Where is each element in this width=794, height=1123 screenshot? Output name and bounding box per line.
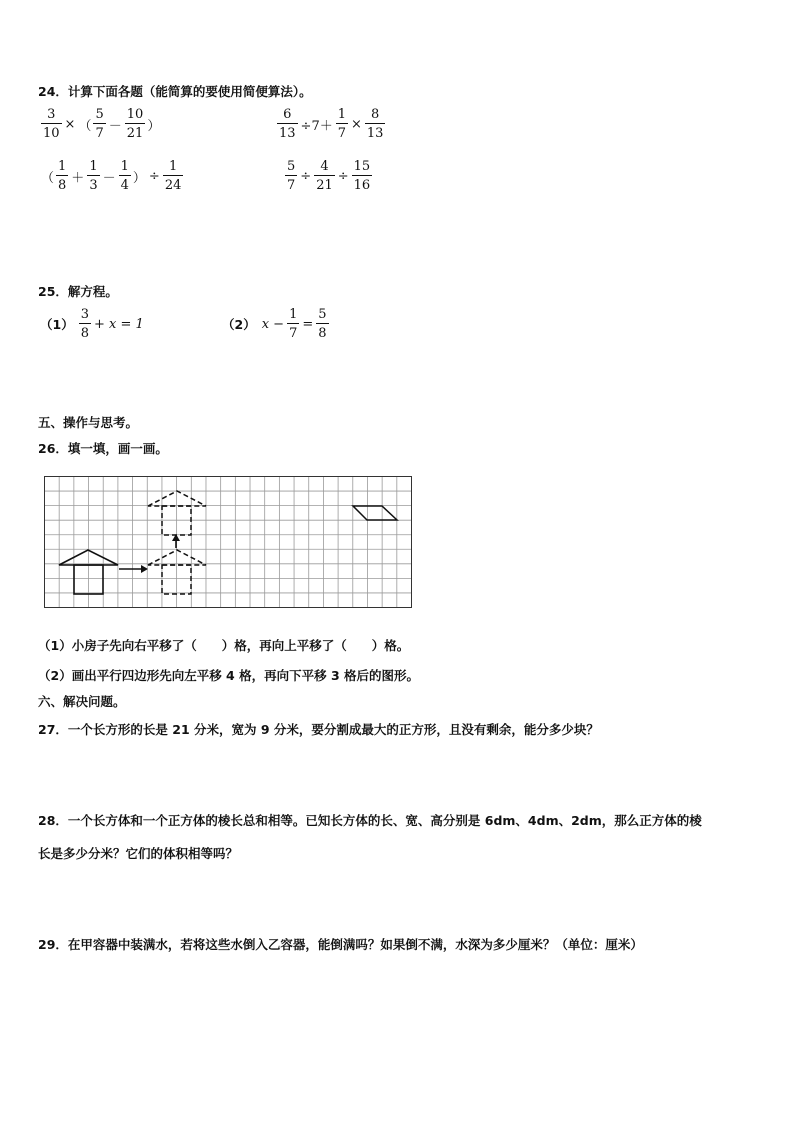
fraction: $\frac{1}{3}$ (89, 159, 98, 193)
q26-sub1: （1）小房子先向右平移了（ ）格，再向上平移了（ ）格。 (38, 638, 410, 653)
fraction: $\frac{15}{16}$ (353, 159, 371, 193)
fraction: $\frac{1}{24}$ (164, 159, 182, 193)
q24-expr3: （ $\frac{1}{8}$ ＋ $\frac{1}{3}$ － $\frac{1}{4}$ ） ÷ $\frac{1}{24}$ (41, 159, 182, 193)
fraction: $\frac{5}{7}$ (287, 159, 296, 193)
q25-eq1: （1） $\frac{3}{8}$ + x = 1 (40, 307, 144, 341)
arrow-right-icon (119, 565, 148, 573)
q28-line2: 长是多少分米？它们的体积相等吗？ (38, 846, 239, 861)
grid-figure (44, 476, 414, 610)
grid-border (45, 477, 412, 608)
q25-title: 25．解方程。 (38, 284, 118, 299)
fraction: $\frac{3}{10}$ (43, 107, 60, 141)
q26-title: 26．填一填，画一画。 (38, 441, 168, 456)
fraction: $\frac{5}{8}$ (318, 307, 327, 341)
grid-lines (45, 477, 412, 608)
section-5-heading: 五、操作与思考。 (38, 415, 139, 430)
section-6-heading: 六、解决问题。 (38, 694, 126, 709)
fraction: $\frac{8}{13}$ (366, 107, 384, 141)
fraction: $\frac{1}{8}$ (58, 159, 67, 193)
fraction: $\frac{5}{7}$ (95, 107, 104, 141)
fraction: $\frac{4}{21}$ (316, 159, 333, 193)
fraction: $\frac{1}{7}$ (289, 307, 298, 341)
q24-expr2: $\frac{6}{13}$ ÷7＋ $\frac{1}{7}$ × $\frac{8}{13}$ (279, 107, 384, 141)
fraction: $\frac{1}{4}$ (120, 159, 129, 193)
fraction: $\frac{10}{21}$ (126, 107, 144, 141)
parallelogram (353, 506, 397, 520)
fraction: $\frac{3}{8}$ (80, 307, 89, 341)
q29-text: 29．在甲容器中装满水，若将这些水倒入乙容器，能倒满吗？如果倒不满，水深为多少厘米？（单位：厘米） (38, 937, 643, 952)
q26-sub2: （2）画出平行四边形先向左平移 4 格，再向下平移 3 格后的图形。 (38, 668, 420, 683)
q25-eq2: （2） x − $\frac{1}{7}$ = $\frac{5}{8}$ (222, 307, 327, 341)
arrow-up-icon (172, 534, 180, 548)
q28-line1: 28．一个长方体和一个正方体的棱长总和相等。已知长方体的长、宽、高分别是 6dm、4dm、2dm，那么正方体的棱 (38, 813, 702, 828)
q27-text: 27．一个长方形的长是 21 分米，宽为 9 分米，要分割成最大的正方形，且没有剩余，能分多少块？ (38, 722, 599, 737)
fraction: $\frac{6}{13}$ (279, 107, 296, 141)
q24-expr4: $\frac{5}{7}$ ÷ $\frac{4}{21}$ ÷ $\frac{15}{16}$ (287, 159, 371, 193)
q24-title: 24．计算下面各题（能简算的要使用简便算法）。 (38, 84, 312, 99)
fraction: $\frac{1}{7}$ (337, 107, 346, 141)
q24-expr1: $\frac{3}{10}$ × （ $\frac{5}{7}$ － $\frac{10}{21}$ ） (43, 107, 161, 141)
